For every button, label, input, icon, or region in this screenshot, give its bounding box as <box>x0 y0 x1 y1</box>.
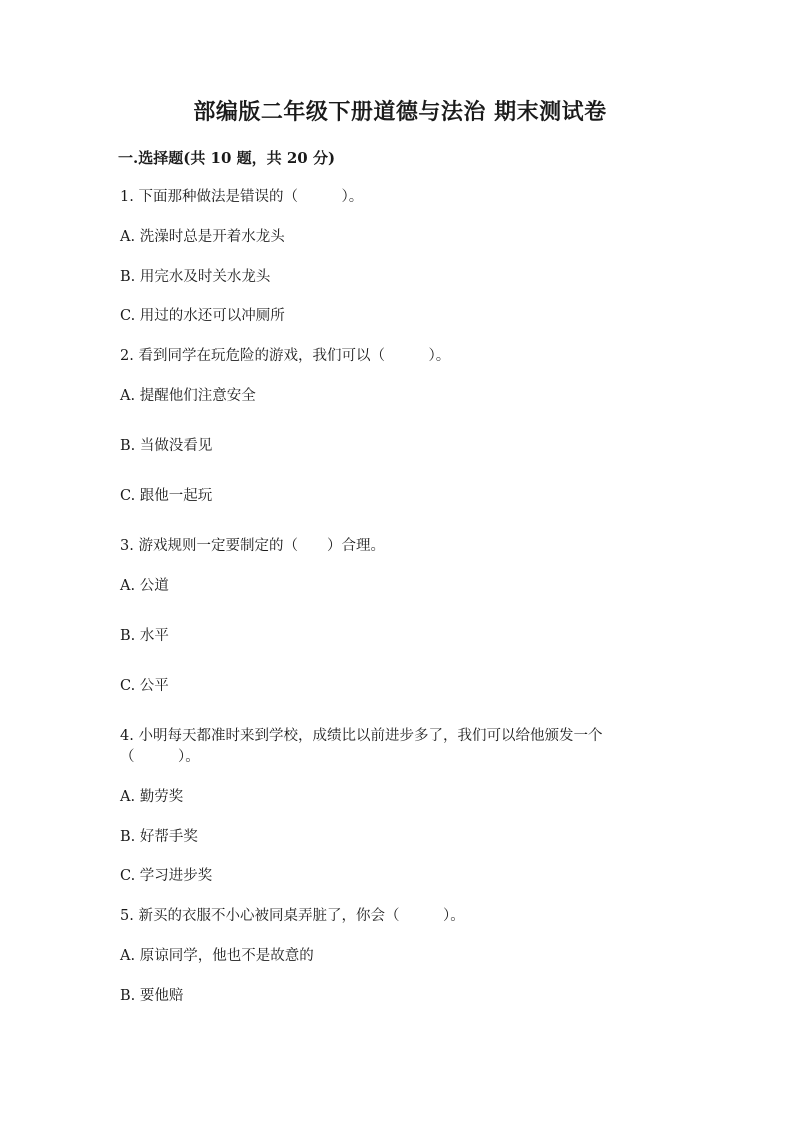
page-title: 部编版二年级下册道德与法治 期末测试卷 <box>193 99 607 125</box>
question-4-option-c: C. 学习进步奖 <box>120 868 213 884</box>
question-4-option-a: A. 勤劳奖 <box>120 789 184 805</box>
question-5-option-b: B. 要他赔 <box>120 988 184 1004</box>
question-4-stem-line-1: 4. 小明每天都准时来到学校，成绩比以前进步多了，我们可以给他颁发一个 <box>120 728 603 744</box>
question-3-stem: 3. 游戏规则一定要制定的（ ）合理。 <box>120 538 385 554</box>
question-1-option-b: B. 用完水及时关水龙头 <box>120 269 271 285</box>
question-1-option-a: A. 洗澡时总是开着水龙头 <box>120 229 285 245</box>
question-3-option-b: B. 水平 <box>120 628 169 644</box>
question-2-option-a: A. 提醒他们注意安全 <box>120 388 256 404</box>
question-3-option-a: A. 公道 <box>120 578 169 594</box>
question-2-option-b: B. 当做没看见 <box>120 438 213 454</box>
question-4-stem-line-2: （ ）。 <box>120 749 200 765</box>
question-5-option-a: A. 原谅同学，他也不是故意的 <box>120 948 314 964</box>
question-5-stem: 5. 新买的衣服不小心被同桌弄脏了，你会（ ）。 <box>120 908 465 924</box>
question-3-option-c: C. 公平 <box>120 678 169 694</box>
question-4-option-b: B. 好帮手奖 <box>120 829 198 845</box>
question-1-option-c: C. 用过的水还可以冲厕所 <box>120 308 285 324</box>
question-2-stem: 2. 看到同学在玩危险的游戏，我们可以（ ）。 <box>120 348 451 364</box>
question-1-stem: 1. 下面那种做法是错误的（ ）。 <box>120 189 364 205</box>
section-header: 一.选择题(共 10 题，共 20 分) <box>118 149 336 167</box>
question-2-option-c: C. 跟他一起玩 <box>120 488 213 504</box>
